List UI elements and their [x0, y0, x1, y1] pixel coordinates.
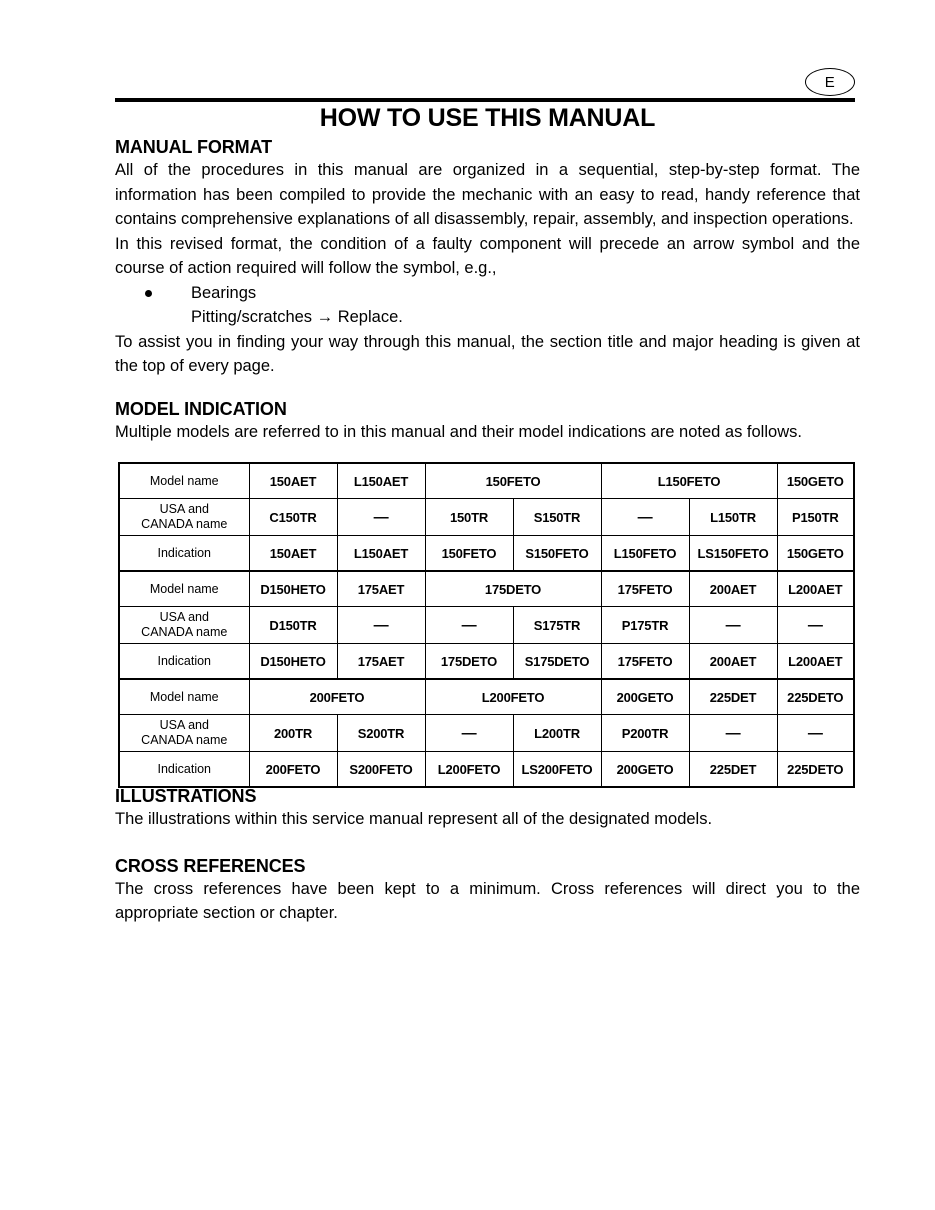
row-label-usa-canada-name: USA and CANADA name — [119, 715, 249, 752]
row-label-indication: Indication — [119, 644, 249, 680]
table-cell: LS150FETO — [689, 536, 777, 572]
row-label-usa-canada-name: USA and CANADA name — [119, 607, 249, 644]
table-cell: 225DETO — [777, 679, 854, 715]
model-indication-paragraph: Multiple models are referred to in this manual and their model indications are noted as follows. — [115, 422, 802, 441]
row-label-indication: Indication — [119, 536, 249, 572]
table-row — [119, 679, 854, 715]
table-cell: L150AET — [337, 536, 425, 572]
table-cell: L150FETO — [601, 463, 777, 499]
table-cell: S200FETO — [337, 752, 425, 788]
table-cell: — — [601, 499, 689, 536]
table-cell: P150TR — [777, 499, 854, 536]
lower-sections — [115, 786, 860, 926]
row-label-usa-canada-name: USA and CANADA name — [119, 499, 249, 536]
table-cell: P200TR — [601, 715, 689, 752]
table-cell: 200TR — [249, 715, 337, 752]
table-cell: 150FETO — [425, 536, 513, 572]
table-cell: 150FETO — [425, 463, 601, 499]
page-content — [115, 104, 860, 444]
section-heading-manual-format: MANUAL FORMAT — [115, 137, 273, 157]
spacer — [115, 379, 860, 399]
manual-format-paragraph-2: In this revised format, the condition of a faulty component will precede an arrow symbol and the course of action required will follow the symbol, e.g., — [115, 234, 860, 277]
table-cell: L200AET — [777, 571, 854, 607]
illustrations-paragraph: The illustrations within this service manual represent all of the designated models. — [115, 810, 713, 828]
table-cell: — — [425, 607, 513, 644]
table-cell: 175DETO — [425, 644, 513, 680]
table-cell: 200GETO — [601, 679, 689, 715]
table-row — [119, 499, 854, 536]
table-cell: 200FETO — [249, 679, 425, 715]
table-cell: 175FETO — [601, 571, 689, 607]
table-row — [119, 644, 854, 680]
bearings-bullet-detail: Pitting/scratches → Replace. — [191, 308, 403, 326]
table-cell: — — [337, 499, 425, 536]
table-cell: 175AET — [337, 644, 425, 680]
table-cell: S150FETO — [513, 536, 601, 572]
table-cell: 225DETO — [777, 752, 854, 788]
row-label-model-name: Model name — [119, 679, 249, 715]
table-cell: LS200FETO — [513, 752, 601, 788]
section-heading-illustrations: ILLUSTRATIONS — [115, 786, 257, 806]
table-cell: L150FETO — [601, 536, 689, 572]
table-cell: D150HETO — [249, 571, 337, 607]
table-cell: 225DET — [689, 752, 777, 788]
table-cell: — — [337, 607, 425, 644]
row-label-model-name: Model name — [119, 463, 249, 499]
table-cell: C150TR — [249, 499, 337, 536]
bearings-bullet — [115, 281, 860, 330]
row-label-indication: Indication — [119, 752, 249, 788]
table-cell: 150AET — [249, 463, 337, 499]
table-row — [119, 715, 854, 752]
section-heading-cross-references: CROSS REFERENCES — [115, 855, 306, 876]
table-cell: L200FETO — [425, 679, 601, 715]
table-row — [119, 463, 854, 499]
table-cell: S200TR — [337, 715, 425, 752]
table-cell: 200FETO — [249, 752, 337, 788]
table-cell: L200AET — [777, 644, 854, 680]
table-row — [119, 536, 854, 572]
table-cell: D150TR — [249, 607, 337, 644]
manual-format-paragraph-3: To assist you in finding your way through this manual, the section title and major heading is given at the top of every page. — [115, 332, 860, 375]
table-cell: 200AET — [689, 644, 777, 680]
spacer — [115, 832, 860, 856]
table-cell: — — [777, 607, 854, 644]
table-cell: P175TR — [601, 607, 689, 644]
model-indication-table-body — [119, 463, 854, 787]
table-cell: 175FETO — [601, 644, 689, 680]
table-cell: — — [689, 607, 777, 644]
table-cell: 175AET — [337, 571, 425, 607]
table-cell: L200FETO — [425, 752, 513, 788]
table-cell: L150AET — [337, 463, 425, 499]
table-cell: 200AET — [689, 571, 777, 607]
table-cell: 150GETO — [777, 536, 854, 572]
table-cell: 150TR — [425, 499, 513, 536]
table-cell: — — [777, 715, 854, 752]
table-cell: 175DETO — [425, 571, 601, 607]
table-cell: S175DETO — [513, 644, 601, 680]
table-cell: D150HETO — [249, 644, 337, 680]
section-heading-model-indication: MODEL INDICATION — [115, 398, 287, 419]
table-cell: L150TR — [689, 499, 777, 536]
header-rule — [115, 98, 855, 102]
table-row — [119, 571, 854, 607]
table-cell: L200TR — [513, 715, 601, 752]
table-row — [119, 752, 854, 788]
language-badge-label: E — [824, 73, 836, 91]
table-cell: S150TR — [513, 499, 601, 536]
table-cell: — — [689, 715, 777, 752]
cross-references-paragraph: The cross references have been kept to a minimum. Cross references will direct you to the appropriate section or chapter. — [115, 879, 860, 922]
row-label-model-name: Model name — [119, 571, 249, 607]
manual-format-paragraph-1: All of the procedures in this manual are organized in a sequential, step-by-step format. The information has been compiled to provide the mechanic with an easy to read, handy reference that contains comprehensive explanations of all disassembly, repair, assembly, and inspection operations. — [115, 161, 860, 228]
table-cell: — — [425, 715, 513, 752]
bearings-bullet-label: Bearings — [191, 283, 257, 302]
model-indication-table-wrapper — [118, 462, 853, 788]
language-badge — [805, 68, 855, 96]
model-indication-table — [118, 462, 855, 788]
table-cell: 200GETO — [601, 752, 689, 788]
bullet-dot-icon — [145, 290, 152, 297]
table-cell: 150AET — [249, 536, 337, 572]
table-cell: S175TR — [513, 607, 601, 644]
table-cell: 225DET — [689, 679, 777, 715]
table-row — [119, 607, 854, 644]
table-cell: 150GETO — [777, 463, 854, 499]
page-title: HOW TO USE THIS MANUAL — [319, 104, 656, 132]
